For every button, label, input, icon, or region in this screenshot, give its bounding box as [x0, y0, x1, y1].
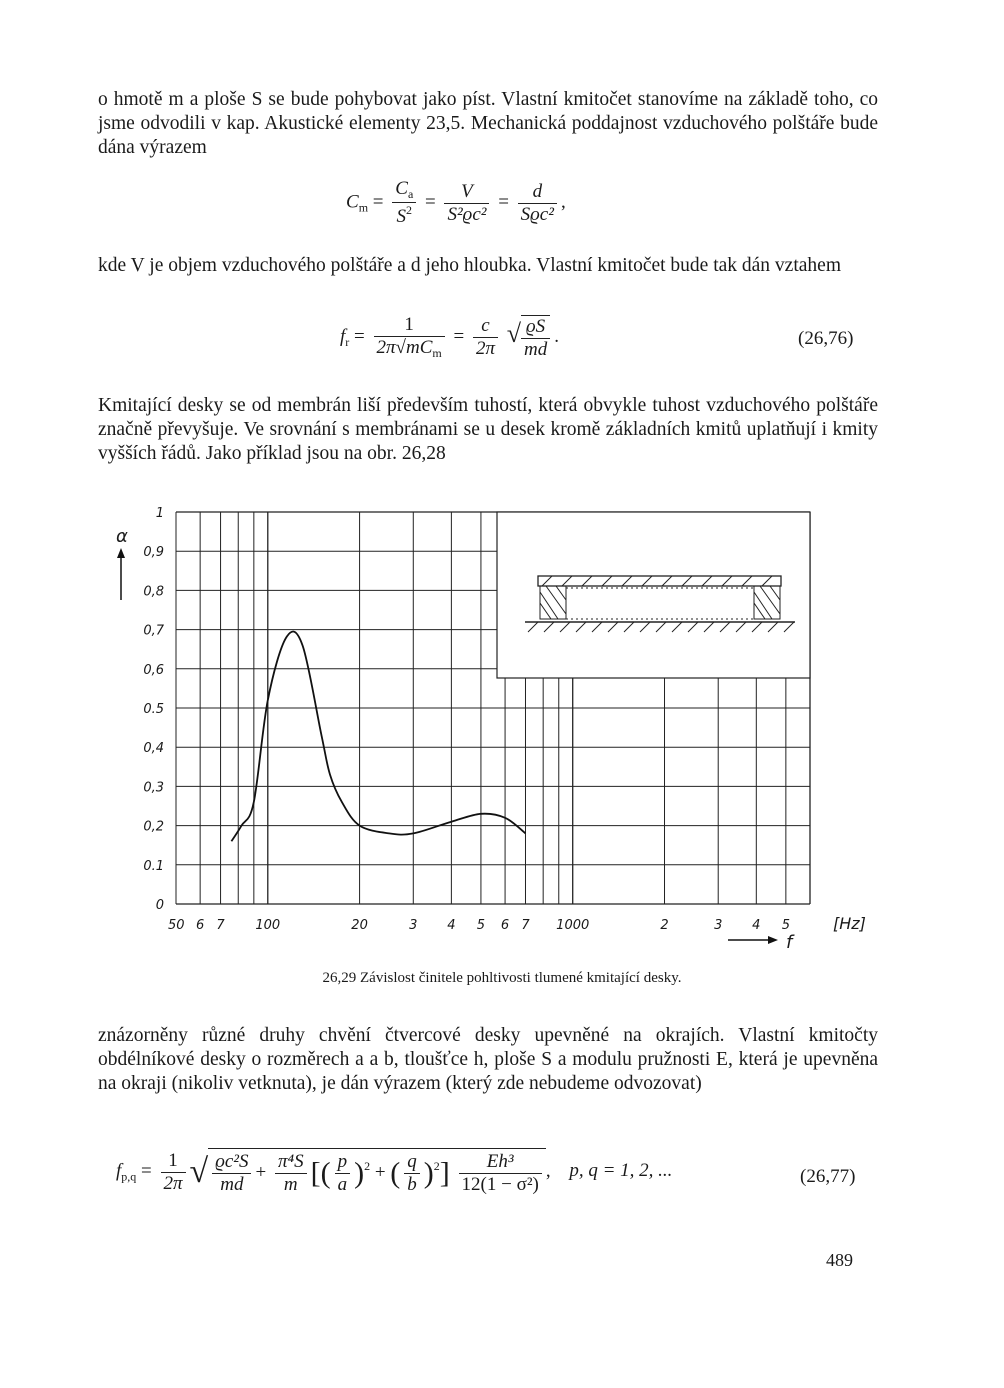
eq3-t1-num: ϱc²S: [212, 1151, 251, 1174]
x-tick-label: 7: [521, 918, 530, 933]
equation-number-2676: (26,76): [798, 328, 854, 349]
eq2-lhs-sub: r: [345, 334, 350, 349]
x-axis-label: f: [786, 932, 793, 953]
y-tick-label: 0,2: [143, 819, 164, 835]
eq3-condition: p, q = 1, 2, ...: [569, 1160, 673, 1182]
eq2-f1-den-a: 2π: [376, 337, 396, 358]
y-tick-label: 0,9: [143, 545, 164, 561]
eq3-lhs-sub: p,q: [121, 1169, 137, 1184]
inset-box: [497, 512, 810, 678]
y-axis-arrowhead: [117, 548, 125, 558]
eq1-f1-num: C: [395, 178, 408, 199]
eq2-f2-den: 2π: [475, 338, 495, 359]
eq3-radicand: $\frac{\text{ϱc²S}}{md}$ + $\frac{\text{π⁴S}}{m}$ [( $\frac{p}{a}$ )$^2$ + ( $\frac{q}{b}$ )$^2$] $\frac{\text{Eh³}}{\text{12(1 − σ²)}}$: [208, 1148, 546, 1196]
eq3-q-den: b: [407, 1174, 417, 1195]
eq1-frac-2: [444, 181, 489, 226]
eq2-frac-3: [521, 315, 550, 361]
x-tick-label: 100: [255, 918, 281, 933]
y-tick-label: 0,4: [143, 741, 164, 757]
paragraph-4: [98, 1024, 878, 1096]
eq2-f1-den-b: mC: [405, 337, 433, 358]
equation-natural-frequency: $f_r$ = $\frac{1}{2\pi√mC_m}$ = $\frac{c}{2\pi}$ √ $\frac{ϱS}{md}$ .: [340, 314, 559, 360]
eq1-f3-den: Sϱc²: [520, 203, 554, 225]
y-tick-label: 0.1: [143, 858, 164, 874]
y-tick-label: 0,7: [143, 623, 164, 639]
paragraph-2: [98, 254, 878, 278]
equation-plate-frequencies: $f_{p,q}$ = $\frac{1}{2\pi}$ √ $\frac{\text{ϱc²S}}{md}$ + $\frac{\text{π⁴S}}{m}$ [( $\frac{p}{a}$ )$^2$ + ( $\frac{q}{b}$ )$^2$] $\frac{\text{Eh³}}{\text{12(1 − σ²)}}$ , p, q = 1, 2, ...: [116, 1149, 673, 1195]
x-axis-arrowhead: [768, 936, 778, 944]
x-axis-unit: [Hz]: [833, 914, 866, 933]
eq3-term-1: [212, 1151, 251, 1196]
x-tick-label: 6: [196, 918, 205, 933]
eq3-q-over-b: [404, 1151, 420, 1196]
eq3-term-3: [459, 1151, 542, 1196]
x-tick-label: 20: [351, 918, 368, 933]
eq2-lhs: f: [340, 325, 346, 347]
x-tick-label: 4: [447, 918, 456, 933]
eq2-f1-den-sub: m: [432, 346, 442, 360]
eq1-lhs: C: [346, 191, 359, 213]
y-tick-label: 0.5: [143, 702, 164, 717]
y-axis-label: α: [116, 526, 128, 547]
absorption-chart: [0, 500, 1004, 960]
y-tick-label: 0,6: [143, 662, 164, 678]
eq3-t3-num: Eh³: [459, 1151, 542, 1174]
eq3-p-over-a: [335, 1151, 351, 1196]
eq2-f2-num: c: [473, 315, 498, 338]
eq1-f2-num: V: [444, 181, 489, 204]
eq2-frac-1: $\frac{1}{2\pi√mC_m}$: [374, 314, 445, 361]
paragraph-4-text: znázorněny různé druhy chvění čtvercové desky upevněné na okrajích. Vlastní kmitočty obdélníkové desky o rozměrech a a b, tloušťce h, ploše S a modulu pružnosti E, která je upevněna na okraji (nikoliv vetknuta), je dán výrazem (který zde nebudeme odvozovat): [98, 1025, 878, 1094]
paragraph-1-text: o hmotě m a ploše S se bude pohybovat jako píst. Vlastní kmitočet stanovíme na základě toho, co jsme odvodili v kap. Akustické elementy 23,5. Mechanická poddajnost vzduchového polštáře bude dána výrazem: [98, 89, 878, 158]
x-tick-label: 50: [168, 918, 185, 933]
eq3-t2-num: π⁴S: [275, 1151, 307, 1174]
eq1-f3-num: d: [518, 181, 557, 204]
eq3-t1-den: md: [220, 1174, 244, 1195]
y-tick-label: 1: [155, 506, 164, 521]
figure-caption: 26,29 Závislost činitele pohltivosti tlumené kmitající desky.: [322, 970, 682, 986]
eq2-f3-den: md: [524, 338, 548, 360]
eq1-f1-num-sub: a: [407, 187, 414, 201]
paragraph-3-text: Kmitající desky se od membrán liší především tuhostí, která obvykle tuhost vzduchového polštáře značně převyšuje. Ve srovnání s membránami se u desek kromě základních kmitů uplatňují i kmity vyšších řádů. Jako příklad jsou na obr. 26,28: [98, 395, 878, 464]
eq3-f1-num: 1: [161, 1150, 186, 1173]
eq1-frac-3: [518, 181, 557, 226]
eq3-t2-den: m: [283, 1174, 298, 1195]
eq1-f1-den: S: [396, 206, 406, 227]
x-tick-label: 5: [781, 918, 790, 933]
eq3-frac-1: [161, 1150, 186, 1195]
eq3-p-den: a: [337, 1174, 348, 1195]
paragraph-3: [98, 394, 878, 466]
eq3-t3-den: 12(1 − σ²): [461, 1174, 539, 1195]
x-tick-label: 6: [500, 918, 510, 933]
x-tick-label: 3: [714, 918, 723, 933]
x-tick-label: 2: [660, 918, 669, 933]
eq1-frac-1: $\frac{C_a}{S^2}$: [392, 178, 416, 228]
eq2-f1-num: 1: [374, 314, 445, 337]
x-tick-label: 3: [409, 918, 418, 933]
y-tick-label: 0,3: [143, 780, 164, 796]
paragraph-1: [98, 88, 878, 160]
eq1-lhs-sub: m: [358, 200, 369, 215]
eq3-p-num: p: [335, 1151, 351, 1174]
x-tick-label: 1000: [556, 918, 590, 933]
equation-number-2677: (26,77): [800, 1166, 856, 1187]
eq2-f3-num: ϱS: [521, 316, 550, 339]
eq3-lhs: f: [116, 1160, 122, 1182]
page-number: 489: [826, 1250, 853, 1270]
x-tick-label: 7: [216, 918, 225, 933]
eq3-q-num: q: [404, 1151, 420, 1174]
eq1-f2-den: S²ϱc²: [447, 203, 487, 225]
y-tick-label: 0,8: [143, 584, 164, 600]
eq3-term-2: [275, 1151, 307, 1196]
x-tick-label: 4: [752, 918, 761, 933]
equation-compliance: $C_m$ = $\frac{C_a}{S^2}$ = $\frac{V}{\text{S²ϱc²}}$ = $\frac{d}{\text{Sϱc²}}$ ,: [346, 178, 566, 227]
x-tick-label: 5: [476, 918, 486, 933]
eq3-f1-den: 2π: [163, 1172, 183, 1194]
y-tick-label: 0: [155, 898, 164, 913]
eq2-frac-2: [473, 315, 498, 360]
paragraph-2-text: kde V je objem vzduchového polštáře a d jeho hloubka. Vlastní kmitočet bude tak dán vztahem: [98, 255, 841, 276]
